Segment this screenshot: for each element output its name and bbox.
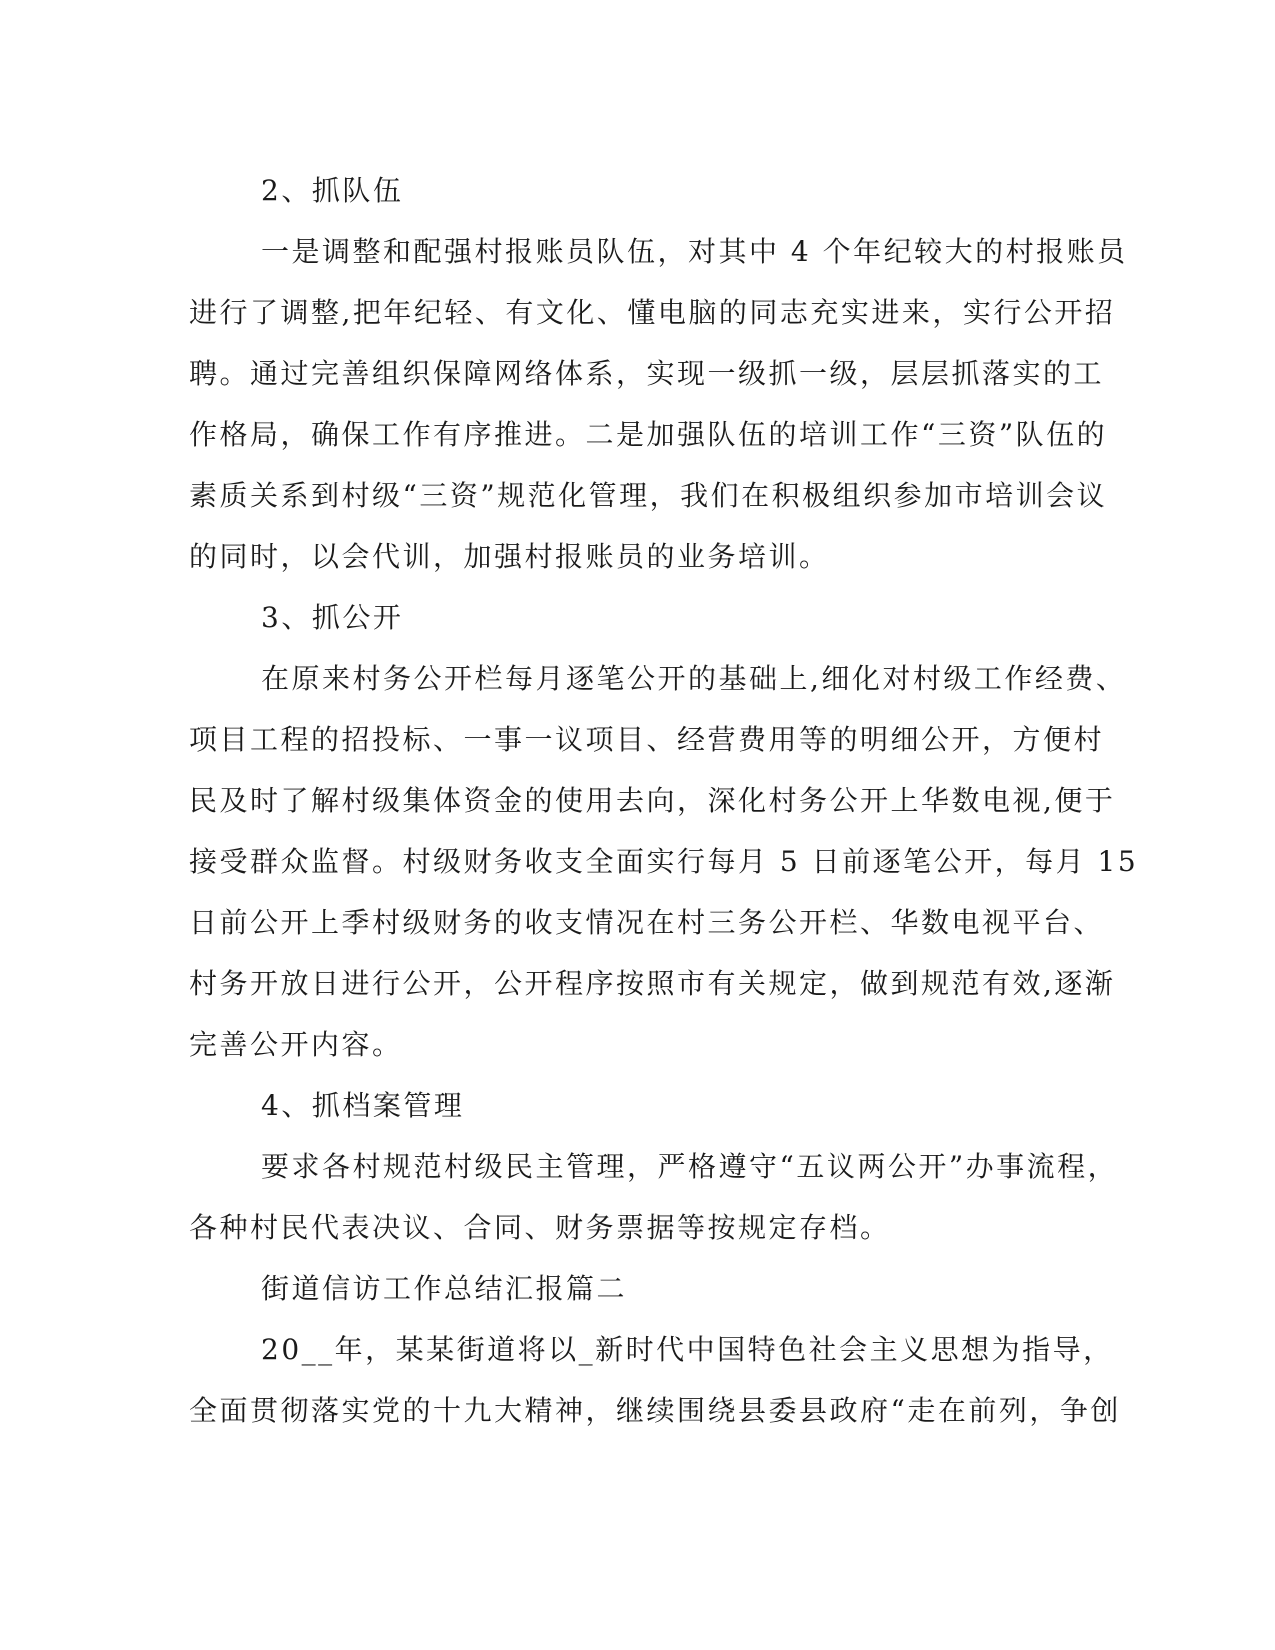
paragraph-line: 一是调整和配强村报账员队伍，对其中 4 个年纪较大的村报账员 [261, 235, 1128, 268]
paragraph-line: 要求各村规范村级民主管理，严格遵守“五议两公开”办事流程， [261, 1150, 1119, 1183]
paragraph-line: 项目工程的招投标、一事一议项目、经营费用等的明细公开，方便村 [189, 723, 1105, 756]
paragraph-line: 日前公开上季村级财务的收支情况在村三务公开栏、华数电视平台、 [189, 906, 1105, 939]
paragraph-line: 作格局，确保工作有序推进。二是加强队伍的培训工作“三资”队伍的 [189, 418, 1108, 451]
paragraph-line: 20__年，某某街道将以_新时代中国特色社会主义思想为指导， [261, 1333, 1114, 1366]
heading-team: 2、抓队伍 [261, 174, 404, 207]
document-body [189, 160, 1139, 1441]
paragraph-line: 民及时了解村级集体资金的使用去向，深化村务公开上华数电视,便于 [189, 784, 1116, 817]
paragraph-line: 进行了调整,把年纪轻、有文化、懂电脑的同志充实进来，实行公开招 [189, 296, 1116, 329]
paragraph-line: 在原来村务公开栏每月逐笔公开的基础上,细化对村级工作经费、 [261, 662, 1127, 695]
section-title: 街道信访工作总结汇报篇二 [261, 1272, 628, 1305]
paragraph-line: 各种村民代表决议、合同、财务票据等按规定存档。 [189, 1211, 891, 1244]
paragraph-line: 接受群众监督。村级财务收支全面实行每月 5 日前逐笔公开，每月 15 [189, 845, 1139, 878]
heading-archives: 4、抓档案管理 [261, 1089, 465, 1122]
heading-publicity: 3、抓公开 [261, 601, 404, 634]
paragraph-line: 素质关系到村级“三资”规范化管理，我们在积极组织参加市培训会议 [189, 479, 1108, 512]
paragraph-line: 的同时，以会代训，加强村报账员的业务培训。 [189, 540, 830, 573]
paragraph-line: 聘。通过完善组织保障网络体系，实现一级抓一级，层层抓落实的工 [189, 357, 1105, 390]
paragraph-line: 村务开放日进行公开，公开程序按照市有关规定，做到规范有效,逐渐 [189, 967, 1116, 1000]
paragraph-line: 全面贯彻落实党的十九大精神，继续围绕县委县政府“走在前列，争创 [189, 1394, 1121, 1427]
paragraph-line: 完善公开内容。 [189, 1028, 403, 1061]
